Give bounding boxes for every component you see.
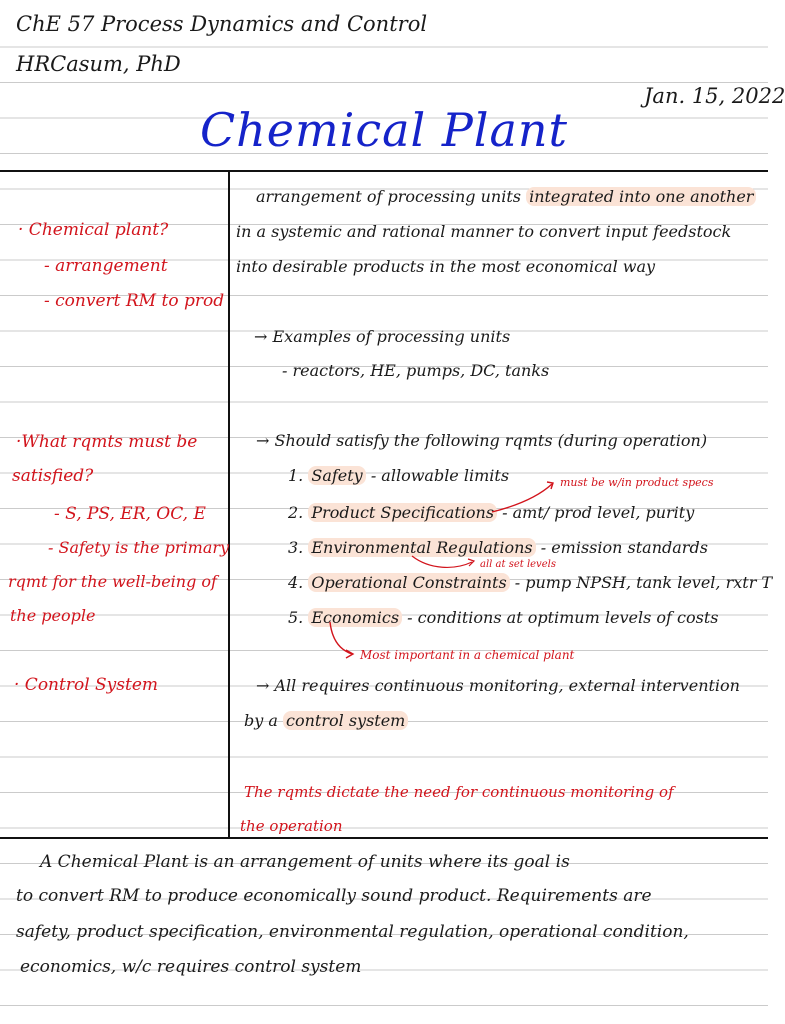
cue-rqmts-list: - S, PS, ER, OC, E [54,504,206,524]
highlight-term: Environmental Regulations [308,538,535,557]
cue-well-being: rqmt for the well-being of [8,572,217,591]
summary-line2: to convert RM to produce economically sound product. Requirements are [16,886,652,906]
cue-rqmts-line1: ·What rqmts must be [16,432,198,452]
highlight-term: Economics [308,608,402,627]
highlight-integrated: integrated into one another [526,187,756,206]
cue-arrangement: - arrangement [44,256,168,276]
highlight-term: Product Specifications [308,503,497,522]
annotation-product-specs: must be w/in product specs [560,476,714,489]
examples-list: - reactors, HE, pumps, DC, tanks [282,361,550,380]
cue-safety-primary: - Safety is the primary [48,538,230,557]
author-name: HRCasum, PhD [16,52,181,76]
control-system-line1: → All requires continuous monitoring, external intervention [256,676,740,695]
note-date: Jan. 15, 2022 [644,84,785,108]
requirement-item: 2. Product Specifications - amt/ prod level, purity [288,503,695,522]
annotation-most-important: Most important in a chemical plant [360,648,575,662]
requirement-item: 5. Economics - conditions at optimum levels of costs [288,608,719,627]
cue-control-system: · Control System [14,675,159,695]
highlight-term: Operational Constraints [308,573,509,592]
cue-people: the people [10,606,96,625]
summary-line1: A Chemical Plant is an arrangement of units where its goal is [40,852,570,872]
page-title: Chemical Plant [199,103,569,157]
cue-rqmts-line2: satisfied? [12,466,94,486]
summary-line3: safety, product specification, environmental regulation, operational condition, [16,922,689,942]
requirement-item: 3. Environmental Regulations - emission standards [288,538,708,557]
definition-line2: in a systemic and rational manner to convert input feedstock [236,222,732,241]
requirement-item: 4. Operational Constraints - pump NPSH, tank level, rxtr T [288,573,773,592]
requirement-item: 1. Safety - allowable limits [288,466,510,485]
highlight-control-system: control system [283,711,408,730]
annotation-set-levels: all at set levels [480,559,556,570]
highlight-term: Safety [308,466,365,485]
control-system-line2: by a control system [244,711,408,730]
summary-line4: economics, w/c requires control system [20,957,362,977]
cue-convert: - convert RM to prod [44,291,225,311]
requirements-heading: → Should satisfy the following rqmts (during operation) [256,431,708,450]
definition-text: arrangement of processing units [256,187,521,206]
course-title: ChE 57 Process Dynamics and Control [16,12,428,36]
red-note-line2: the operation [240,817,343,835]
cue-chemical-plant: · Chemical plant? [18,220,169,240]
definition-line3: into desirable products in the most economical way [236,257,656,276]
red-note-line1: The rqmts dictate the need for continuous monitoring of [244,783,674,801]
examples-heading: → Examples of processing units [254,327,511,346]
